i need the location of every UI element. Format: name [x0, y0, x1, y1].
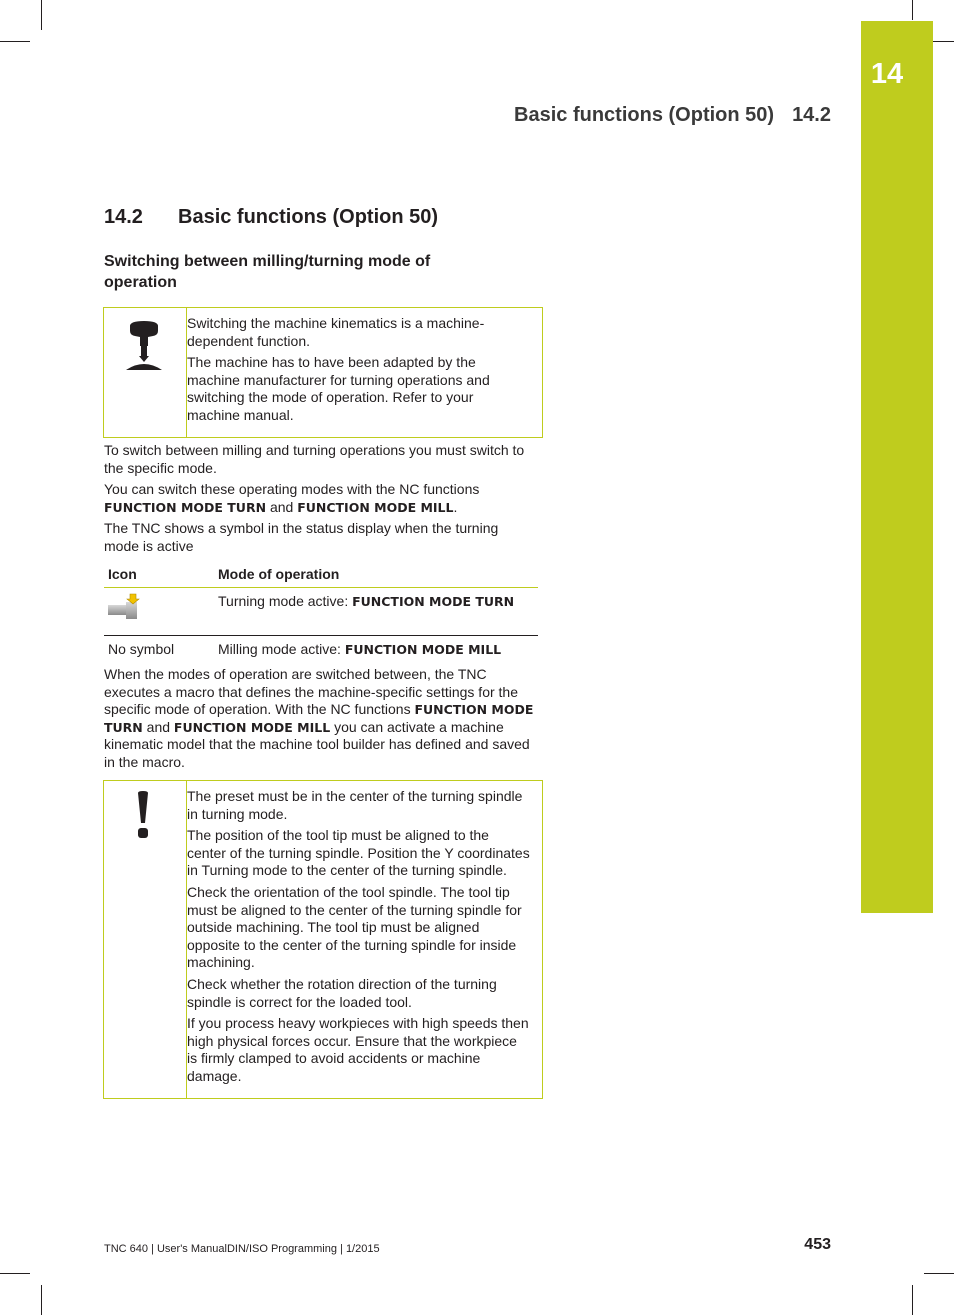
modes-table: [104, 562, 538, 663]
nc-function: FUNCTION MODE MILL: [173, 719, 331, 735]
nc-function: FUNCTION MODE TURN: [352, 594, 515, 609]
note-paragraph: The machine has to have been adapted by the machine manufacturer for turning operations and switching the mode of operation. Refer to your machine manual.: [187, 354, 490, 423]
turning-mode-icon: [108, 593, 140, 623]
crop-mark: [912, 1285, 913, 1315]
crop-mark: [0, 1273, 30, 1274]
machine-note-box: [103, 307, 543, 438]
note-paragraph: Switching the machine kinematics is a machine-dependent function.: [187, 315, 485, 349]
note-paragraph: Check whether the rotation direction of the turning spindle is correct for the loaded tool.: [187, 975, 497, 1010]
running-head: [400, 104, 831, 127]
column-header: Icon: [104, 562, 214, 588]
section-heading: [104, 206, 438, 229]
body-text-1: [104, 442, 536, 560]
nc-function: FUNCTION MODE MILL: [344, 642, 502, 657]
section-title: Basic functions (Option 50): [178, 206, 439, 228]
chapter-number: 14: [870, 58, 904, 90]
page-number: 453: [804, 1236, 831, 1253]
column-header: Mode of operation: [214, 562, 538, 588]
note-paragraph: Check the orientation of the tool spindle. The tool tip must be aligned to the center of the turning spindle for outside machining. The tool tip must be aligned opposite to the center of the turning spindle for inside machining.: [187, 883, 522, 971]
section-number: 14.2: [104, 206, 143, 228]
note-paragraph: The position of the tool tip must be aligned to the center of the turning spindle. Position the Y coordinates in Turning mode to the center of the turning spindle.: [187, 827, 530, 879]
paragraph: To switch between milling and turning operations you must switch to the specific mode.: [104, 442, 525, 476]
table-row: No symbol Milling mode active: FUNCTION MODE MILL: [108, 641, 502, 657]
running-head-title: Basic functions (Option 50): [514, 104, 775, 126]
nc-function: FUNCTION MODE TURN: [104, 702, 534, 735]
crop-mark: [912, 0, 913, 20]
nc-function: FUNCTION MODE TURN: [104, 499, 267, 515]
crop-mark: [0, 41, 30, 42]
running-head-section: 14.2: [792, 104, 831, 126]
subheading: Switching between milling/turning mode of operation: [104, 253, 431, 291]
machine-tool-icon: [124, 320, 164, 372]
nc-function: FUNCTION MODE MILL: [297, 499, 454, 515]
table-row: Turning mode active: FUNCTION MODE TURN: [104, 588, 538, 636]
warning-note-box: [103, 780, 543, 1099]
body-text-2: [104, 666, 534, 776]
footer-text: TNC 640 | User's ManualDIN/ISO Programming | 1/2015: [104, 1243, 380, 1255]
crop-mark: [924, 1273, 954, 1274]
note-paragraph: If you process heavy workpieces with high speeds then high physical forces occur. Ensure that the workpiece is firmly clamped to avoid accidents or machine damage.: [187, 1015, 529, 1084]
paragraph: The TNC shows a symbol in the status display when the turning mode is active: [104, 520, 499, 554]
exclamation-icon: [136, 791, 150, 839]
note-paragraph: The preset must be in the center of the turning spindle in turning mode.: [187, 788, 523, 822]
chapter-tab: [861, 21, 933, 913]
paragraph: You can switch these operating modes with the NC functions FUNCTION MODE TURN and FUNCTION MODE MILL.: [104, 481, 480, 515]
crop-mark: [41, 1285, 42, 1315]
crop-mark: [41, 0, 42, 30]
paragraph: When the modes of operation are switched between, the TNC executes a macro that defines the machine-specific settings for the specific mode of operation. With the NC functions FUNCTION MODE TURN and FUNCTION MODE MILL you can activate a machine kinematic model that the machine tool builder has defined and saved in the macro.: [104, 666, 534, 770]
